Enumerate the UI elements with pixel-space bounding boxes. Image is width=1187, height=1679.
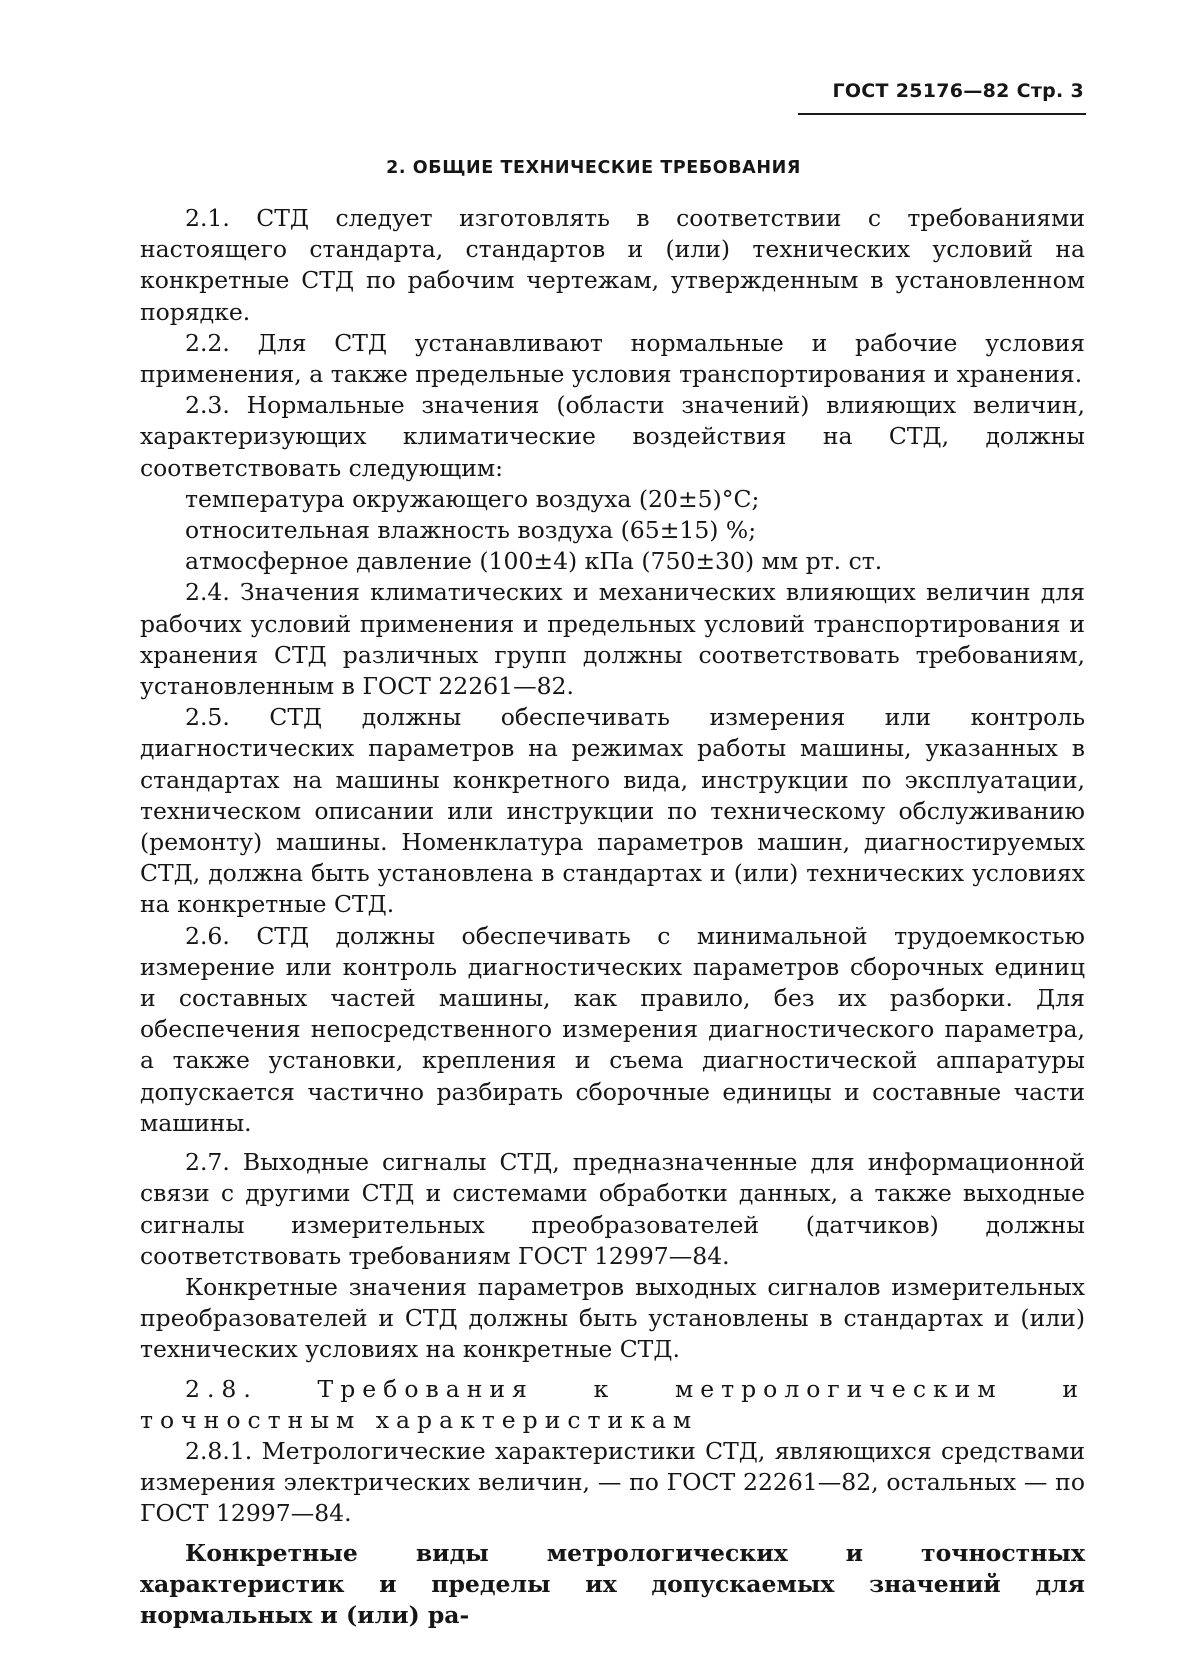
paragraph-2-3: 2.3. Нормальные значения (области значений) влияющих величин, характеризующих климатические воздействия на СТД, должны соответствовать следующим: — [140, 391, 1085, 482]
paragraph-2-5: 2.5. СТД должны обеспечивать измерения или контроль диагностических параметров на режимах работы машины, указанных в стандартах на машины конкретного вида, инструкции по эксплуатации, техническом описании или инструкции по техническому обслуживанию (ремонту) машины. Номенклатура параметров машин, диагностируемых СТД, должна быть установлена в стандартах и (или) технических условиях на конкретные СТД. — [140, 703, 1085, 919]
paragraph-2-7: 2.7. Выходные сигналы СТД, предназначенные для информационной связи с другими СТД и системами обработки данных, а также выходные сигналы измерительных преобразователей (датчиков) должны соответствовать требованиям ГОСТ 12997—84. — [140, 1148, 1085, 1270]
condition-humidity: относительная влажность воздуха (65±15) %; — [185, 516, 757, 545]
paragraph-2-6: 2.6. СТД должны обеспечивать с минимальной трудоемкостью измерение или контроль диагностических параметров сборочных единиц и составных частей машины, как правило, без их разборки. Для обеспечения непосредственного измерения диагностического параметра, а также установки, крепления и съема диагностической аппаратуры допускается частично разбирать сборочные единицы и составные части машины. — [140, 921, 1085, 1137]
body-text — [140, 203, 1085, 1631]
paragraph-2-8-heading: 2.8. Требования к метрологическим и точностным характеристикам — [140, 1374, 1085, 1434]
section-title: 2. ОБЩИЕ ТЕХНИЧЕСКИЕ ТРЕБОВАНИЯ — [386, 158, 801, 178]
paragraph-2-7-continued: Конкретные значения параметров выходных сигналов измерительных преобразователей и СТД должны быть установлены в стандартах и (или) технических условиях на конкретные СТД. — [140, 1272, 1085, 1364]
paragraph-2-8-1-continued: Конкретные виды метрологических и точностных характеристик и пределы их допускаемых значений для нормальных и (или) ра- — [140, 1538, 1085, 1629]
paragraph-2-4: 2.4. Значения климатических и механических влияющих величин для рабочих условий применения и предельных условий транспортирования и хранения СТД различных групп должны соответствовать требованиям, установленным в ГОСТ 22261—82. — [140, 578, 1085, 701]
paragraph-2-1: 2.1. СТД следует изготовлять в соответствии с требованиями настоящего стандарта, стандартов и (или) технических условий на конкретные СТД по рабочим чертежам, утвержденным в установленном порядке. — [140, 204, 1085, 326]
header-rule — [798, 113, 1086, 115]
paragraph-2-8-1: 2.8.1. Метрологические характеристики СТД, являющихся средствами измерения электрических величин, — по ГОСТ 22261—82, остальных — по ГОСТ 12997—84. — [140, 1436, 1085, 1528]
condition-temperature: температура окружающего воздуха (20±5)°С; — [185, 484, 760, 513]
condition-pressure: атмосферное давление (100±4) кПа (750±30) мм рт. ст. — [185, 547, 883, 576]
paragraph-2-2: 2.2. Для СТД устанавливают нормальные и рабочие условия применения, а также предельные условия транспортирования и хранения. — [140, 328, 1085, 389]
page-header: ГОСТ 25176—82 Стр. 3 — [832, 80, 1084, 102]
